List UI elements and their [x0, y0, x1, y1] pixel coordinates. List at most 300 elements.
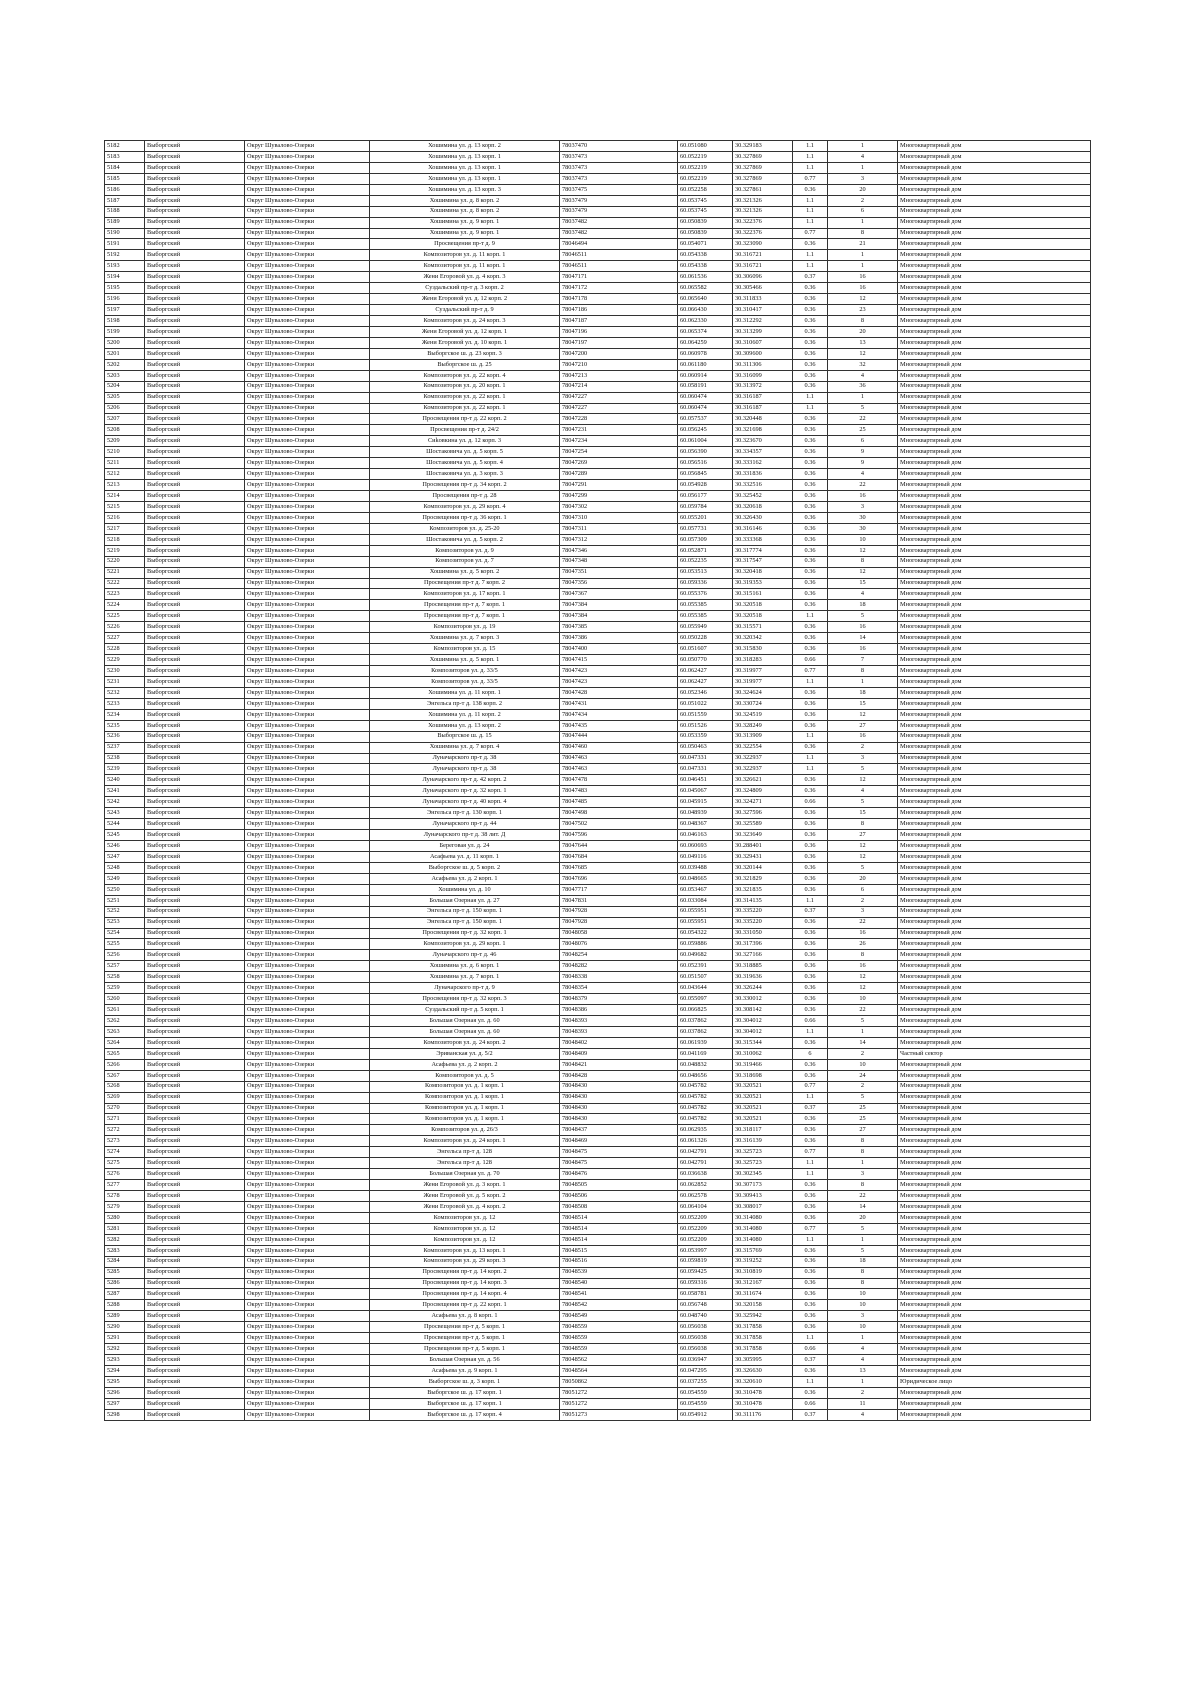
house-id-cell: 78047415	[560, 655, 678, 666]
row-number: 5257	[105, 961, 145, 972]
house-id-cell: 78050862	[560, 1376, 678, 1387]
row-number: 5243	[105, 808, 145, 819]
row-number: 5197	[105, 305, 145, 316]
latitude-cell: 60.048656	[678, 1070, 733, 1081]
municipal-okrug-cell: Округ Шувалово-Озерки	[245, 830, 370, 841]
house-id-cell: 78047254	[560, 447, 678, 458]
table-row	[105, 556, 1091, 567]
longitude-cell: 30.325589	[733, 819, 793, 830]
address-cell: Просвещения пр-т д. 14 корп. 4	[370, 1289, 560, 1300]
longitude-cell: 30.315344	[733, 1037, 793, 1048]
building-type-cell: Многоквартирный дом	[898, 283, 1091, 294]
longitude-cell: 30.322554	[733, 742, 793, 753]
building-type-cell: Многоквартирный дом	[898, 1223, 1091, 1234]
district-cell: Выборгский	[145, 808, 245, 819]
latitude-cell: 60.059819	[678, 1256, 733, 1267]
row-number: 5266	[105, 1059, 145, 1070]
building-type-cell: Многоквартирный дом	[898, 491, 1091, 502]
table-row	[105, 786, 1091, 797]
row-number: 5263	[105, 1026, 145, 1037]
building-type-cell: Многоквартирный дом	[898, 873, 1091, 884]
address-cell: Композиторов ул. д. 5	[370, 1070, 560, 1081]
address-cell: Выборгское ш. д. 15	[370, 731, 560, 742]
coefficient-cell: 1.1	[793, 206, 828, 217]
address-cell: Хошимина ул. д. 7 корп. 1	[370, 972, 560, 983]
table-row	[105, 195, 1091, 206]
latitude-cell: 60.048740	[678, 1311, 733, 1322]
coefficient-cell: 0.36	[793, 1311, 828, 1322]
building-type-cell: Многоквартирный дом	[898, 742, 1091, 753]
coefficient-cell: 0.36	[793, 1300, 828, 1311]
coefficient-cell: 0.66	[793, 655, 828, 666]
count-cell: 5	[828, 1016, 898, 1027]
count-cell: 8	[828, 556, 898, 567]
district-cell: Выборгский	[145, 939, 245, 950]
row-number: 5223	[105, 589, 145, 600]
house-id-cell: 78048430	[560, 1081, 678, 1092]
address-cell: Композиторов ул. д. 22 корп. 1	[370, 392, 560, 403]
house-id-cell: 78048386	[560, 1005, 678, 1016]
latitude-cell: 60.058781	[678, 1289, 733, 1300]
municipal-okrug-cell: Округ Шувалово-Озерки	[245, 217, 370, 228]
house-id-cell: 78047210	[560, 359, 678, 370]
district-cell: Выборгский	[145, 687, 245, 698]
row-number: 5298	[105, 1409, 145, 1420]
latitude-cell: 60.052219	[678, 173, 733, 184]
table-row	[105, 1344, 1091, 1355]
latitude-cell: 60.043644	[678, 983, 733, 994]
row-number: 5183	[105, 151, 145, 162]
district-cell: Выборгский	[145, 1125, 245, 1136]
house-id-cell: 78048354	[560, 983, 678, 994]
municipal-okrug-cell: Округ Шувалово-Озерки	[245, 1114, 370, 1125]
building-type-cell: Многоквартирный дом	[898, 1256, 1091, 1267]
municipal-okrug-cell: Округ Шувалово-Озерки	[245, 1300, 370, 1311]
coefficient-cell: 0.36	[793, 501, 828, 512]
longitude-cell: 30.323090	[733, 239, 793, 250]
coefficient-cell: 0.77	[793, 1147, 828, 1158]
address-cell: Энгельса пр-т д. 128	[370, 1158, 560, 1169]
count-cell: 16	[828, 961, 898, 972]
latitude-cell: 60.051022	[678, 698, 733, 709]
district-cell: Выборгский	[145, 1059, 245, 1070]
address-cell: Хошимина ул. д. 10	[370, 884, 560, 895]
address-cell: Выборгское ш. д. 25	[370, 359, 560, 370]
latitude-cell: 60.056748	[678, 1300, 733, 1311]
municipal-okrug-cell: Округ Шувалово-Озерки	[245, 884, 370, 895]
count-cell: 4	[828, 151, 898, 162]
longitude-cell: 30.331836	[733, 469, 793, 480]
district-cell: Выборгский	[145, 272, 245, 283]
house-id-cell: 78047463	[560, 764, 678, 775]
table-row	[105, 1212, 1091, 1223]
address-cell: Энгельса пр-т д. 150 корп. 1	[370, 906, 560, 917]
address-cell: Большая Озерная ул. д. 70	[370, 1169, 560, 1180]
longitude-cell: 30.311176	[733, 1409, 793, 1420]
building-type-cell: Многоквартирный дом	[898, 217, 1091, 228]
latitude-cell: 60.053467	[678, 884, 733, 895]
latitude-cell: 60.052258	[678, 184, 733, 195]
address-cell: Хошимина ул. д. 7 корп. 3	[370, 633, 560, 644]
coefficient-cell: 0.36	[793, 775, 828, 786]
latitude-cell: 60.055385	[678, 611, 733, 622]
longitude-cell: 30.321835	[733, 884, 793, 895]
longitude-cell: 30.320610	[733, 1376, 793, 1387]
building-type-cell: Многоквартирный дом	[898, 841, 1091, 852]
municipal-okrug-cell: Округ Шувалово-Озерки	[245, 1081, 370, 1092]
municipal-okrug-cell: Округ Шувалово-Озерки	[245, 337, 370, 348]
count-cell: 25	[828, 1103, 898, 1114]
house-id-cell: 78037482	[560, 228, 678, 239]
municipal-okrug-cell: Округ Шувалово-Озерки	[245, 1212, 370, 1223]
longitude-cell: 30.329431	[733, 851, 793, 862]
district-cell: Выборгский	[145, 884, 245, 895]
count-cell: 14	[828, 633, 898, 644]
coefficient-cell: 0.77	[793, 228, 828, 239]
latitude-cell: 60.061939	[678, 1037, 733, 1048]
table-row	[105, 939, 1091, 950]
row-number: 5189	[105, 217, 145, 228]
address-cell: Выборгское ш. д. 3 корп. 1	[370, 1376, 560, 1387]
district-cell: Выборгский	[145, 1409, 245, 1420]
count-cell: 27	[828, 830, 898, 841]
municipal-okrug-cell: Округ Шувалово-Озерки	[245, 720, 370, 731]
table-row	[105, 644, 1091, 655]
table-row	[105, 961, 1091, 972]
longitude-cell: 30.317858	[733, 1322, 793, 1333]
longitude-cell: 30.330724	[733, 698, 793, 709]
house-id-cell: 78047435	[560, 720, 678, 731]
building-type-cell: Многоквартирный дом	[898, 676, 1091, 687]
address-cell: Хошимина ул. д. 13 корп. 1	[370, 173, 560, 184]
count-cell: 8	[828, 1147, 898, 1158]
district-cell: Выборгский	[145, 666, 245, 677]
house-id-cell: 78047644	[560, 841, 678, 852]
latitude-cell: 60.052219	[678, 162, 733, 173]
building-type-cell: Многоквартирный дом	[898, 972, 1091, 983]
latitude-cell: 60.055385	[678, 600, 733, 611]
row-number: 5205	[105, 392, 145, 403]
building-type-cell: Многоквартирный дом	[898, 698, 1091, 709]
address-cell: Луначарского пр-т д. 42 корп. 2	[370, 775, 560, 786]
count-cell: 5	[828, 862, 898, 873]
house-id-cell: 78047367	[560, 589, 678, 600]
municipal-okrug-cell: Округ Шувалово-Озерки	[245, 469, 370, 480]
coefficient-cell: 1.1	[793, 1333, 828, 1344]
longitude-cell: 30.308017	[733, 1201, 793, 1212]
address-cell: Береговая ул. д. 24	[370, 841, 560, 852]
latitude-cell: 60.056845	[678, 469, 733, 480]
address-cell: Выборгское ш. д. 23 корп. 3	[370, 348, 560, 359]
count-cell: 4	[828, 370, 898, 381]
municipal-okrug-cell: Округ Шувалово-Озерки	[245, 239, 370, 250]
latitude-cell: 60.048665	[678, 873, 733, 884]
latitude-cell: 60.050770	[678, 655, 733, 666]
count-cell: 12	[828, 983, 898, 994]
count-cell: 1	[828, 1333, 898, 1344]
coefficient-cell: 0.36	[793, 819, 828, 830]
house-id-cell: 78047214	[560, 381, 678, 392]
address-cell: Хошимина ул. д. 8 корп. 2	[370, 195, 560, 206]
longitude-cell: 30.314080	[733, 1223, 793, 1234]
latitude-cell: 60.036947	[678, 1355, 733, 1366]
table-row	[105, 512, 1091, 523]
count-cell: 20	[828, 1212, 898, 1223]
longitude-cell: 30.326244	[733, 983, 793, 994]
coefficient-cell: 0.36	[793, 644, 828, 655]
municipal-okrug-cell: Округ Шувалово-Озерки	[245, 709, 370, 720]
longitude-cell: 30.319977	[733, 676, 793, 687]
longitude-cell: 30.316721	[733, 261, 793, 272]
address-cell: Хошимина ул. д. 13 корп. 2	[370, 720, 560, 731]
table-row	[105, 1267, 1091, 1278]
table-row	[105, 1289, 1091, 1300]
coefficient-cell: 0.36	[793, 545, 828, 556]
table-row	[105, 1398, 1091, 1409]
table-row	[105, 1103, 1091, 1114]
longitude-cell: 30.302345	[733, 1169, 793, 1180]
longitude-cell: 30.321326	[733, 195, 793, 206]
district-cell: Выборгский	[145, 1344, 245, 1355]
address-cell: Просвещения пр-т д. 5 корп. 1	[370, 1344, 560, 1355]
latitude-cell: 60.055097	[678, 994, 733, 1005]
latitude-cell: 60.050839	[678, 217, 733, 228]
row-number: 5249	[105, 873, 145, 884]
district-cell: Выборгский	[145, 1212, 245, 1223]
count-cell: 12	[828, 294, 898, 305]
count-cell: 2	[828, 895, 898, 906]
longitude-cell: 30.322937	[733, 753, 793, 764]
table-row	[105, 480, 1091, 491]
district-cell: Выборгский	[145, 1300, 245, 1311]
longitude-cell: 30.314080	[733, 1234, 793, 1245]
coefficient-cell: 0.36	[793, 370, 828, 381]
coefficient-cell: 1.1	[793, 151, 828, 162]
longitude-cell: 30.324519	[733, 709, 793, 720]
coefficient-cell: 0.36	[793, 359, 828, 370]
building-type-cell: Многоквартирный дом	[898, 611, 1091, 622]
coefficient-cell: 0.36	[793, 687, 828, 698]
house-id-cell: 78047291	[560, 480, 678, 491]
latitude-cell: 60.039488	[678, 862, 733, 873]
table-row	[105, 403, 1091, 414]
address-cell: Суздальский пр-т д. 3 корп. 2	[370, 283, 560, 294]
count-cell: 16	[828, 491, 898, 502]
building-type-cell: Многоквартирный дом	[898, 808, 1091, 819]
municipal-okrug-cell: Округ Шувалово-Озерки	[245, 1234, 370, 1245]
count-cell: 12	[828, 709, 898, 720]
district-cell: Выборгский	[145, 534, 245, 545]
table-row	[105, 1059, 1091, 1070]
building-type-cell: Многоквартирный дом	[898, 731, 1091, 742]
count-cell: 5	[828, 797, 898, 808]
building-type-cell: Многоквартирный дом	[898, 195, 1091, 206]
count-cell: 4	[828, 786, 898, 797]
building-type-cell: Многоквартирный дом	[898, 447, 1091, 458]
latitude-cell: 60.037255	[678, 1376, 733, 1387]
municipal-okrug-cell: Округ Шувалово-Озерки	[245, 491, 370, 502]
coefficient-cell: 0.36	[793, 578, 828, 589]
coefficient-cell: 0.77	[793, 1081, 828, 1092]
district-cell: Выборгский	[145, 873, 245, 884]
row-number: 5254	[105, 928, 145, 939]
house-id-cell: 78048539	[560, 1267, 678, 1278]
count-cell: 27	[828, 1125, 898, 1136]
municipal-okrug-cell: Округ Шувалово-Озерки	[245, 403, 370, 414]
coefficient-cell: 0.36	[793, 1037, 828, 1048]
district-cell: Выборгский	[145, 1289, 245, 1300]
district-cell: Выборгский	[145, 589, 245, 600]
municipal-okrug-cell: Округ Шувалово-Озерки	[245, 1223, 370, 1234]
count-cell: 2	[828, 1387, 898, 1398]
building-type-cell: Юридическое лицо	[898, 1376, 1091, 1387]
count-cell: 10	[828, 1300, 898, 1311]
row-number: 5288	[105, 1300, 145, 1311]
district-cell: Выборгский	[145, 501, 245, 512]
house-id-cell: 78048393	[560, 1026, 678, 1037]
building-type-cell: Многоквартирный дом	[898, 173, 1091, 184]
coefficient-cell: 0.36	[793, 709, 828, 720]
house-id-cell: 78051272	[560, 1387, 678, 1398]
building-type-cell: Многоквартирный дом	[898, 326, 1091, 337]
longitude-cell: 30.324271	[733, 797, 793, 808]
latitude-cell: 60.054338	[678, 250, 733, 261]
count-cell: 11	[828, 1398, 898, 1409]
coefficient-cell: 0.36	[793, 1114, 828, 1125]
house-id-cell: 78048409	[560, 1048, 678, 1059]
count-cell: 18	[828, 600, 898, 611]
building-type-cell: Многоквартирный дом	[898, 644, 1091, 655]
address-cell: Композиторов ул. д. 22 корп. 1	[370, 403, 560, 414]
house-id-cell: 78048516	[560, 1256, 678, 1267]
house-id-cell: 78048564	[560, 1366, 678, 1377]
latitude-cell: 60.052209	[678, 1212, 733, 1223]
municipal-okrug-cell: Округ Шувалово-Озерки	[245, 1016, 370, 1027]
row-number: 5258	[105, 972, 145, 983]
row-number: 5293	[105, 1355, 145, 1366]
count-cell: 16	[828, 644, 898, 655]
district-cell: Выборгский	[145, 1387, 245, 1398]
latitude-cell: 60.051080	[678, 141, 733, 152]
row-number: 5247	[105, 851, 145, 862]
row-number: 5251	[105, 895, 145, 906]
table-row	[105, 239, 1091, 250]
municipal-okrug-cell: Округ Шувалово-Озерки	[245, 983, 370, 994]
address-cell: Выборгское ш. д. 5 корп. 2	[370, 862, 560, 873]
address-cell: Шостаковича ул. д. 5 корп. 2	[370, 534, 560, 545]
house-id-cell: 78047311	[560, 523, 678, 534]
house-id-cell: 78047596	[560, 830, 678, 841]
longitude-cell: 30.310062	[733, 1048, 793, 1059]
address-cell: Хошимина ул. д. 8 корп. 2	[370, 206, 560, 217]
building-type-cell: Многоквартирный дом	[898, 458, 1091, 469]
building-type-cell: Многоквартирный дом	[898, 1344, 1091, 1355]
municipal-okrug-cell: Округ Шувалово-Озерки	[245, 1180, 370, 1191]
row-number: 5201	[105, 348, 145, 359]
count-cell: 12	[828, 841, 898, 852]
latitude-cell: 60.053997	[678, 1245, 733, 1256]
district-cell: Выборгский	[145, 830, 245, 841]
latitude-cell: 60.050463	[678, 742, 733, 753]
district-cell: Выборгский	[145, 250, 245, 261]
building-type-cell: Многоквартирный дом	[898, 1278, 1091, 1289]
building-type-cell: Многоквартирный дом	[898, 1311, 1091, 1322]
row-number: 5225	[105, 611, 145, 622]
district-cell: Выборгский	[145, 644, 245, 655]
latitude-cell: 60.047331	[678, 753, 733, 764]
table-row	[105, 141, 1091, 152]
count-cell: 2	[828, 1081, 898, 1092]
address-cell: Композиторов ул. д. 24 корп. 2	[370, 1037, 560, 1048]
house-id-cell: 78047213	[560, 370, 678, 381]
table-row	[105, 578, 1091, 589]
row-number: 5290	[105, 1322, 145, 1333]
address-cell: Просвещения пр-т д. 34 корп. 2	[370, 480, 560, 491]
longitude-cell: 30.315161	[733, 589, 793, 600]
district-cell: Выборгский	[145, 392, 245, 403]
address-register-table	[104, 140, 1091, 1421]
table-row	[105, 1300, 1091, 1311]
count-cell: 3	[828, 173, 898, 184]
building-type-cell: Многоквартирный дом	[898, 250, 1091, 261]
row-number: 5267	[105, 1070, 145, 1081]
address-cell: Энгельса пр-т д. 128	[370, 1147, 560, 1158]
house-id-cell: 78048430	[560, 1092, 678, 1103]
coefficient-cell: 1.1	[793, 676, 828, 687]
municipal-okrug-cell: Округ Шувалово-Озерки	[245, 1278, 370, 1289]
longitude-cell: 30.315571	[733, 622, 793, 633]
count-cell: 25	[828, 1114, 898, 1125]
row-number: 5190	[105, 228, 145, 239]
coefficient-cell: 0.36	[793, 972, 828, 983]
house-id-cell: 78047928	[560, 917, 678, 928]
district-cell: Выборгский	[145, 1158, 245, 1169]
latitude-cell: 60.054071	[678, 239, 733, 250]
building-type-cell: Многоквартирный дом	[898, 917, 1091, 928]
table-row	[105, 731, 1091, 742]
address-cell: Просвещения пр-т д. 28	[370, 491, 560, 502]
address-cell: Энгельса пр-т д. 138 корп. 2	[370, 698, 560, 709]
latitude-cell: 60.060914	[678, 370, 733, 381]
longitude-cell: 30.327869	[733, 151, 793, 162]
longitude-cell: 30.315769	[733, 1245, 793, 1256]
longitude-cell: 30.320618	[733, 501, 793, 512]
municipal-okrug-cell: Округ Шувалово-Озерки	[245, 458, 370, 469]
row-number: 5284	[105, 1256, 145, 1267]
municipal-okrug-cell: Округ Шувалово-Озерки	[245, 928, 370, 939]
coefficient-cell: 1.1	[793, 392, 828, 403]
row-number: 5236	[105, 731, 145, 742]
row-number: 5283	[105, 1245, 145, 1256]
address-cell: Асафьева ул. д. 2 корп. 1	[370, 873, 560, 884]
district-cell: Выборгский	[145, 545, 245, 556]
latitude-cell: 60.056516	[678, 458, 733, 469]
table-row	[105, 173, 1091, 184]
district-cell: Выборгский	[145, 611, 245, 622]
count-cell: 12	[828, 567, 898, 578]
count-cell: 8	[828, 819, 898, 830]
coefficient-cell: 1.1	[793, 217, 828, 228]
address-cell: Луначарского пр-т д. 38	[370, 753, 560, 764]
longitude-cell: 30.313972	[733, 381, 793, 392]
house-id-cell: 78037473	[560, 173, 678, 184]
building-type-cell: Многоквартирный дом	[898, 622, 1091, 633]
address-cell: Композиторов ул. д. 12	[370, 1234, 560, 1245]
municipal-okrug-cell: Округ Шувалово-Озерки	[245, 950, 370, 961]
longitude-cell: 30.320521	[733, 1103, 793, 1114]
address-cell: Шостаковича ул. д. 5 корп. 5	[370, 447, 560, 458]
row-number: 5268	[105, 1081, 145, 1092]
